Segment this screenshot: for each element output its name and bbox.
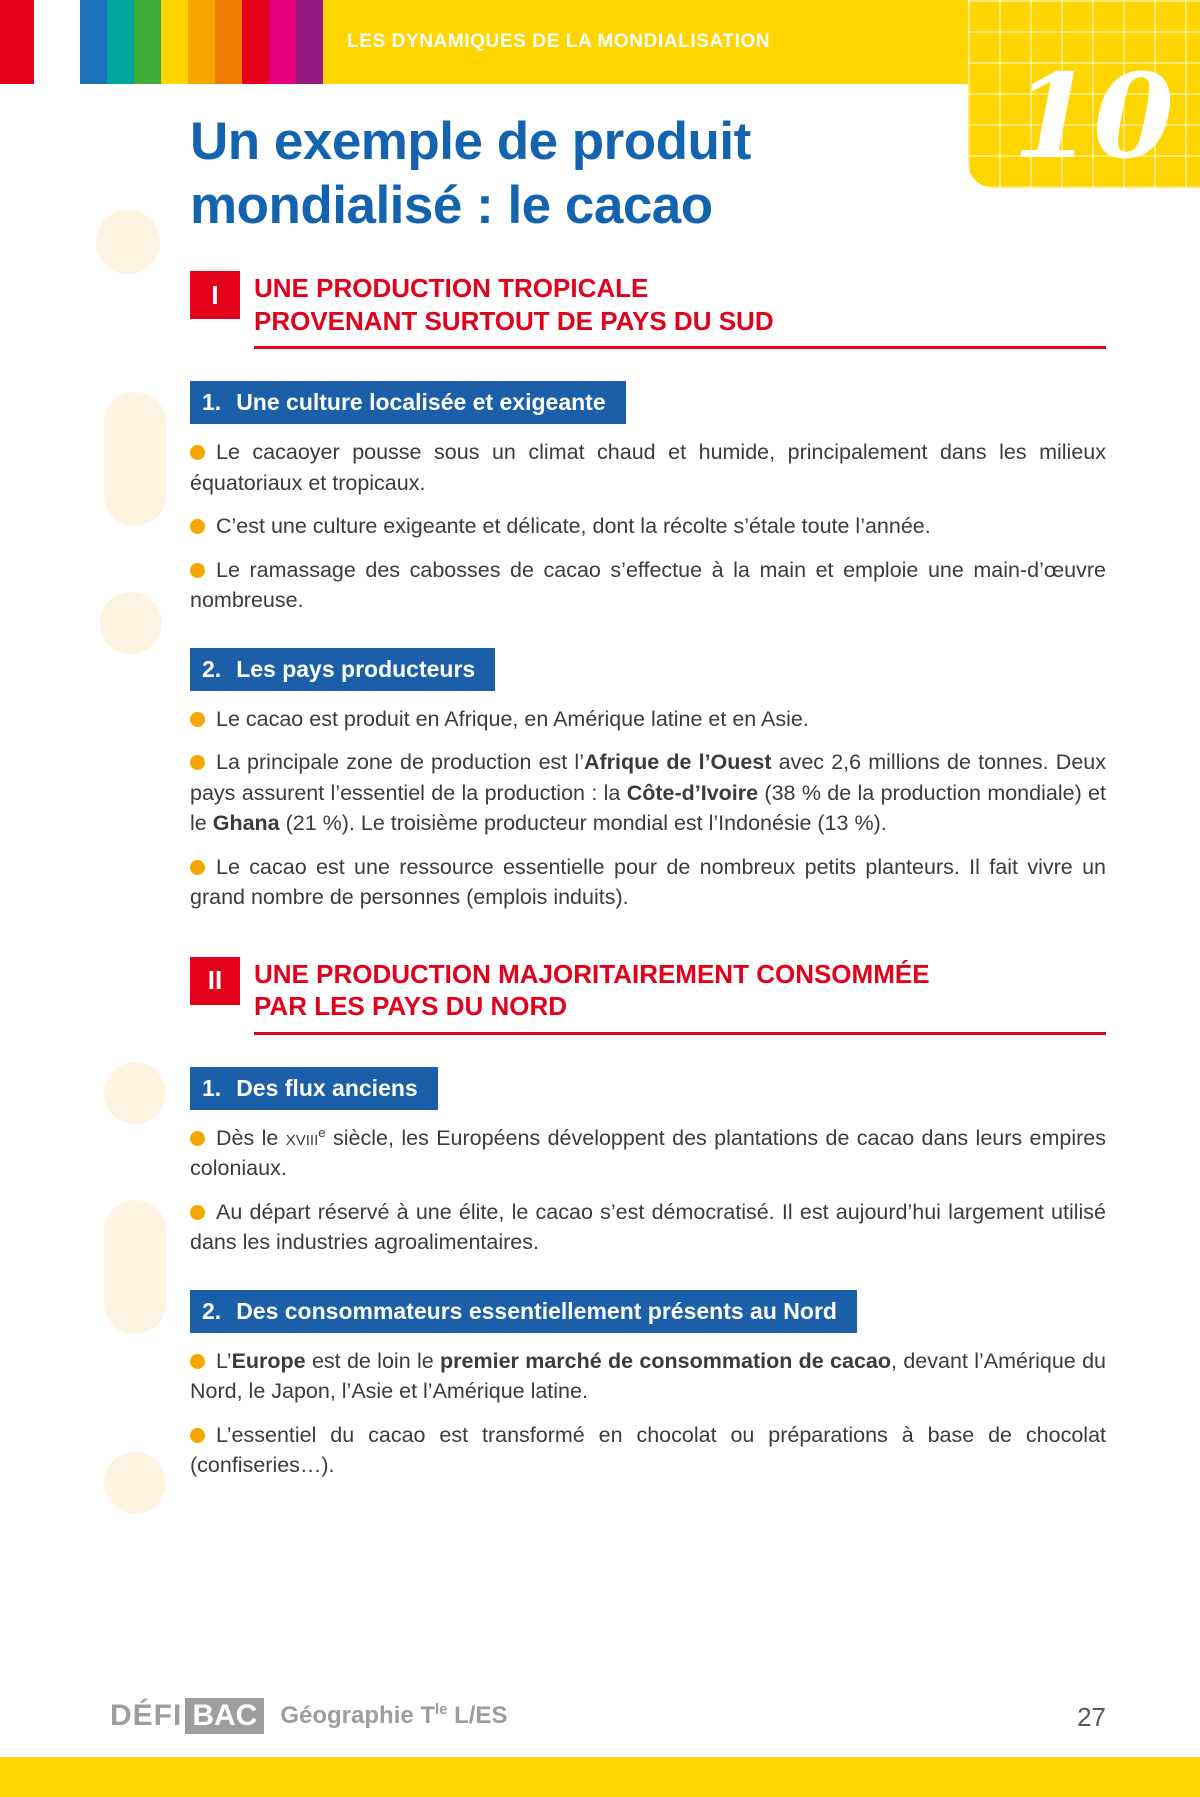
brand-bac: BAC <box>185 1698 264 1734</box>
bullet-icon <box>190 755 205 770</box>
text-segment: Le cacao est une ressource essentielle pour de nombreux petits planteurs. Il fait vivre un grand nombre de personnes (emplois induits). <box>190 854 1106 910</box>
text-segment: C’est une culture exigeante et délicate, dont la récolte s’étale toute l’année. <box>216 514 931 539</box>
text-segment: , devant l’Amérique du Nord, le Japon, l’Asie et l’Amérique latine. <box>190 1348 1106 1404</box>
text-segment-bold: Afrique de l’Ouest <box>583 750 772 775</box>
text-segment-bold: Côte-d’Ivoire <box>626 780 759 805</box>
color-strip <box>80 0 323 84</box>
decorative-spot <box>104 1200 166 1334</box>
strip-bar <box>80 0 107 84</box>
chapter-number: 10 <box>1012 48 1174 185</box>
section-title-line: UNE PRODUCTION MAJORITAIREMENT CONSOMMÉE <box>254 958 930 989</box>
bullet-icon <box>190 445 205 460</box>
section-header <box>190 957 1106 1023</box>
bullet-item <box>190 511 1106 542</box>
section-title-line: PAR LES PAYS DU NORD <box>254 991 568 1022</box>
strip-bar <box>215 0 242 84</box>
text-segment: L’essentiel du cacao est transformé en chocolat ou préparations à base de chocolat (confiseries…). <box>190 1422 1106 1478</box>
text-segment: est de loin le <box>305 1348 441 1373</box>
bullet-item <box>190 555 1106 616</box>
subsection-heading <box>190 1290 857 1333</box>
subsection-heading <box>190 381 626 424</box>
strip-bar <box>269 0 296 84</box>
bottom-edge-strip <box>0 1757 1200 1797</box>
text-segment-bold: Europe <box>231 1348 306 1373</box>
bullet-item <box>190 1420 1106 1481</box>
text-segment: La principale zone de production est l’ <box>216 750 584 775</box>
bullet-icon <box>190 1354 205 1369</box>
footer-brand <box>110 1698 507 1734</box>
text-segment: siècle, les Européens développent des plantations de cacao dans leurs empires coloniaux. <box>190 1125 1106 1181</box>
bullet-icon <box>190 1131 205 1146</box>
decorative-spot <box>104 1062 166 1124</box>
chapter-label: LES DYNAMIQUES DE LA MONDIALISATION <box>347 31 771 52</box>
section-title <box>254 271 774 337</box>
subsection-label: Des flux anciens <box>236 1074 418 1101</box>
bullet-item <box>190 1346 1106 1407</box>
title-line: Un exemple de produit <box>190 112 751 171</box>
strip-bar <box>161 0 188 84</box>
text-segment: avec 2,6 millions de tonnes. Deux pays assurent l’essentiel de la production : la <box>190 750 1106 805</box>
text-segment: Le cacao est produit en Afrique, en Amérique latine et en Asie. <box>216 706 809 731</box>
text-segment: Le ramassage des cabosses de cacao s’effectue à la main et emploie une main-d’œuvre nombreuse. <box>190 557 1106 613</box>
subsection-label: Les pays producteurs <box>236 655 476 682</box>
page-content <box>190 110 1106 1481</box>
subsection-number: 2. <box>202 655 222 682</box>
text-segment: Le cacaoyer pousse sous un climat chaud et humide, principalement dans les milieux équatoriaux et tropicaux. <box>190 440 1106 495</box>
section-numeral-box: II <box>190 957 240 1005</box>
bullet-item <box>190 1123 1106 1184</box>
bullet-icon <box>190 519 205 534</box>
page-number: 27 <box>1077 1702 1106 1732</box>
text-segment: (21 %). Le troisième producteur mondial est l’Indonésie (13 %). <box>279 811 887 836</box>
bullet-icon <box>190 1428 205 1443</box>
bullet-item <box>190 704 1106 735</box>
bullet-item <box>190 437 1106 498</box>
strip-bar <box>188 0 215 84</box>
section-rule <box>254 1032 1106 1035</box>
spine-accent <box>0 0 34 84</box>
section-title-line: UNE PRODUCTION TROPICALE <box>254 273 649 304</box>
decorative-spot <box>104 1452 166 1514</box>
subsection-number: 1. <box>202 389 222 416</box>
decorative-spot <box>96 210 160 274</box>
bullet-icon <box>190 712 205 727</box>
strip-bar <box>134 0 161 84</box>
section-header <box>190 271 1106 337</box>
footer-subject <box>280 1702 507 1730</box>
section-rule <box>254 346 1106 349</box>
decorative-spot <box>100 592 162 654</box>
strip-bar <box>242 0 269 84</box>
footer-subject-text: Géographie T <box>280 1702 436 1729</box>
text-segment: (38 % de la production mondiale) et le <box>190 780 1106 836</box>
section-ii <box>190 957 1106 1481</box>
subsection-label: Une culture localisée et exigeante <box>236 389 606 416</box>
text-segment-sup: e <box>318 1124 326 1140</box>
bullet-icon <box>190 1205 205 1220</box>
title-line: mondialisé : le cacao <box>190 175 713 235</box>
bullet-item <box>190 852 1106 913</box>
bullet-item <box>190 1197 1106 1258</box>
page-title <box>190 110 1106 237</box>
section-title <box>254 957 930 1023</box>
strip-bar <box>107 0 134 84</box>
strip-bar <box>296 0 323 84</box>
bullet-icon <box>190 563 205 578</box>
bullet-icon <box>190 860 205 875</box>
bullet-item <box>190 747 1106 839</box>
footer-subject-tail: L/ES <box>447 1702 508 1729</box>
text-segment: L’ <box>216 1348 232 1373</box>
text-segment-smallcaps: xviii <box>285 1125 319 1150</box>
text-segment: Dès le <box>216 1125 286 1150</box>
decorative-spot <box>104 392 166 526</box>
section-i <box>190 271 1106 913</box>
subsection-label: Des consommateurs essentiellement présents au Nord <box>236 1297 837 1324</box>
subsection-number: 1. <box>202 1074 222 1101</box>
subsection-heading <box>190 1067 438 1110</box>
section-title-line: PROVENANT SURTOUT DE PAYS DU SUD <box>254 305 774 336</box>
footer-subject-sup: le <box>435 1702 448 1718</box>
brand-defi: DÉFI <box>110 1699 183 1732</box>
text-segment-bold: premier marché de consommation de cacao <box>440 1348 892 1373</box>
text-segment-bold: Ghana <box>212 811 280 836</box>
subsection-number: 2. <box>202 1297 222 1324</box>
subsection-heading <box>190 648 495 691</box>
text-segment: Au départ réservé à une élite, le cacao s’est démocratisé. Il est aujourd’hui largement utilisé dans les industries agroalimentaires. <box>190 1199 1106 1255</box>
section-numeral-box: I <box>190 271 240 319</box>
